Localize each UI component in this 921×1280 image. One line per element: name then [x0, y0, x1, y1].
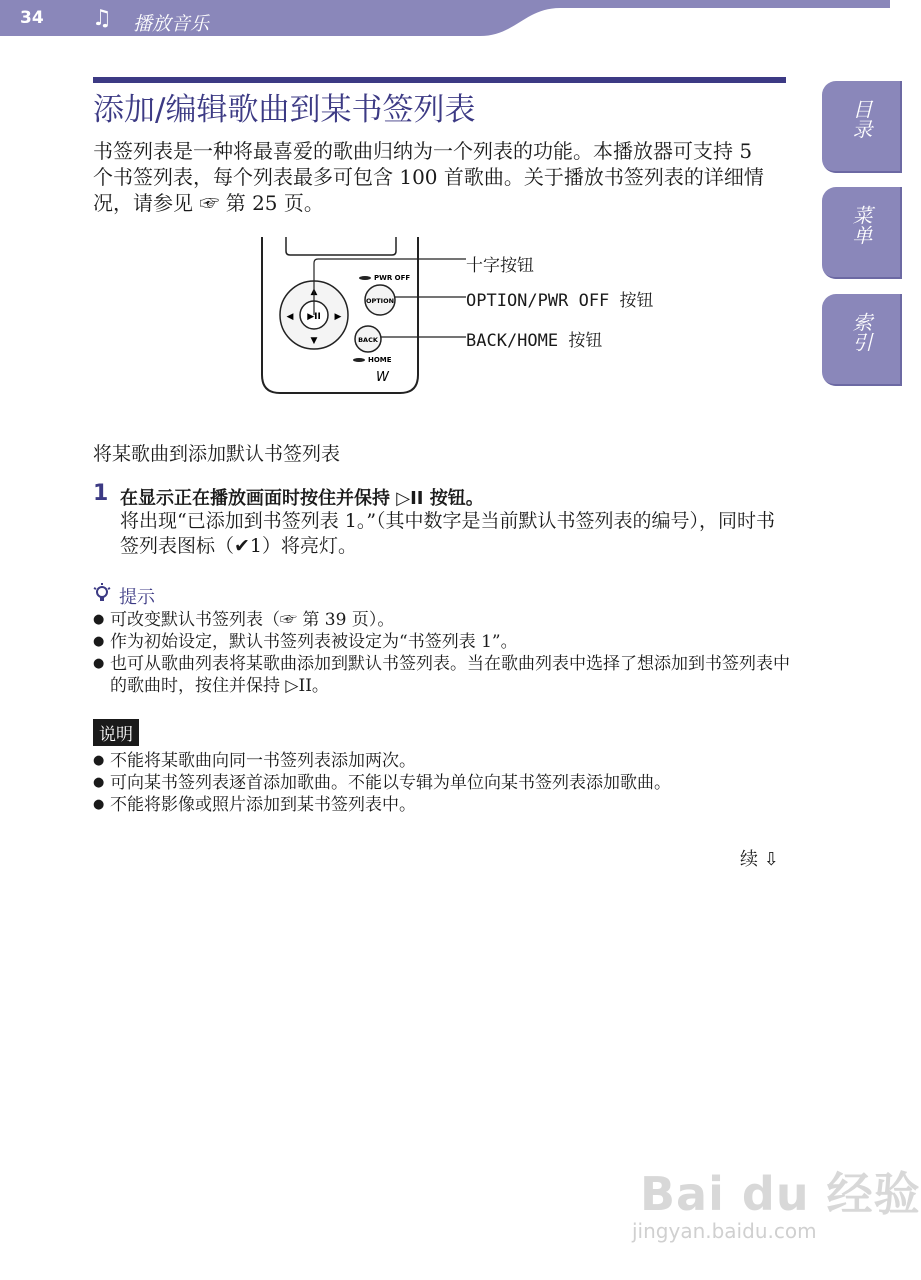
player-diagram: [258, 235, 438, 395]
title-rule: [93, 77, 786, 83]
lightbulb-icon: [93, 583, 111, 608]
svg-text:▶II: ▶II: [307, 312, 321, 322]
list-item: ● 也可从歌曲列表将某歌曲添加到默认书签列表。当在歌曲列表中选择了想添加到书签列表中的歌曲时，按住并保持 ▷II。: [93, 653, 793, 697]
back-button-callout: BACK/HOME 按钮: [466, 331, 603, 351]
walkman-logo: W: [376, 370, 389, 385]
page-number: 34: [20, 8, 44, 28]
tab-menu[interactable]: [822, 187, 902, 279]
step-body: 将出现“已添加到书签列表 1。”（其中数字是当前默认书签列表的编号），同时书签列表图标（✔1）将亮灯。: [120, 510, 776, 557]
list-item: ● 不能将影像或照片添加到某书签列表中。: [93, 794, 793, 816]
svg-text:▼: ▼: [310, 336, 318, 346]
baidu-watermark-logo: Bai du 经验: [640, 1167, 921, 1221]
hint-list: [93, 609, 793, 697]
svg-text:◀: ◀: [286, 312, 294, 322]
cross-button-callout: 十字按钮: [466, 256, 534, 276]
svg-text:▲: ▲: [310, 287, 318, 297]
baidu-watermark-url: jingyan.baidu.com: [632, 1219, 817, 1243]
list-item: ● 作为初始设定，默认书签列表被设定为“书签列表 1”。: [93, 631, 793, 653]
hint-heading: [93, 583, 155, 609]
header-bar: [0, 0, 890, 40]
option-label: OPTION: [365, 297, 395, 305]
option-button: [359, 274, 410, 315]
section-heading: 将某歌曲到添加默认书签列表: [93, 443, 341, 465]
svg-text:▶: ▶: [334, 312, 342, 322]
list-item: ● 不能将某歌曲向同一书签列表添加两次。: [93, 750, 793, 772]
page-title: 添加/编辑歌曲到某书签列表: [93, 92, 476, 128]
tab-index-label: 索引: [849, 312, 873, 352]
step-title: 在显示正在播放画面时按住并保持 ▷II 按钮。: [120, 488, 484, 509]
back-button: [353, 326, 392, 364]
note-list: [93, 750, 793, 816]
intro-paragraph: 书签列表是一种将最喜爱的歌曲归纳为一个列表的功能。本播放器可支持 5 个书签列表，每个列表最多可包含 100 首歌曲。关于播放书签列表的详细情况，请参见 ☞ 第 25 页。: [93, 139, 764, 215]
home-label: HOME: [368, 356, 392, 364]
step-number: 1: [93, 481, 109, 506]
music-note-icon: ♫: [92, 6, 112, 31]
list-item: ● 可向某书签列表逐首添加歌曲。不能以专辑为单位向某书签列表添加歌曲。: [93, 772, 793, 794]
option-button-callout: OPTION/PWR OFF 按钮: [466, 291, 654, 311]
tab-contents[interactable]: [822, 81, 902, 173]
pwr-off-label: PWR OFF: [374, 274, 411, 282]
tab-contents-label: 目录: [849, 99, 873, 139]
hint-label: 提示: [119, 587, 155, 608]
tab-index[interactable]: [822, 294, 902, 386]
continue-link[interactable]: 续 ⇩: [740, 849, 779, 870]
list-item: ● 可改变默认书签列表（☞ 第 39 页）。: [93, 609, 793, 631]
section-label: 播放音乐: [133, 13, 210, 35]
note-label: 说明: [93, 719, 139, 746]
tab-menu-label: 菜单: [849, 205, 873, 245]
back-label: BACK: [358, 336, 378, 344]
